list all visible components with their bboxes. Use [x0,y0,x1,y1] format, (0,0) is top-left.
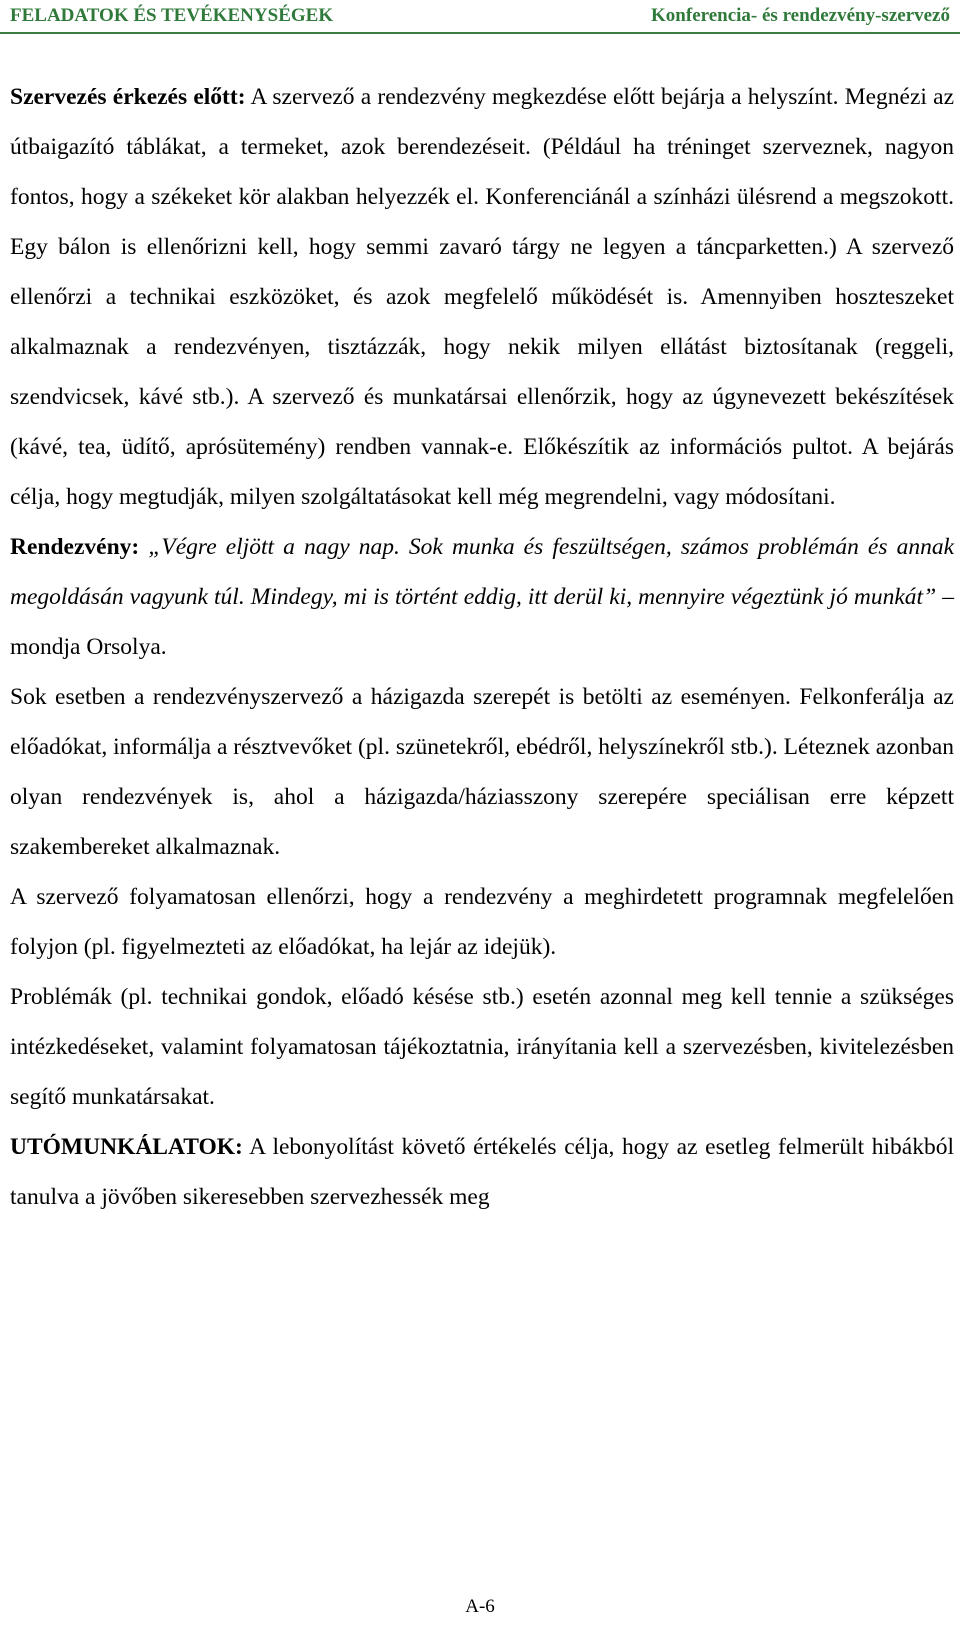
paragraph-problems: Problémák (pl. technikai gondok, előadó késése stb.) esetén azonnal meg kell tennie a szükséges intézkedéseket, valamint folyamatosan tájékoztatnia, irányítania kell a szervezésben, kivitelezésben segítő munkatársakat. [10,984,954,1110]
header-right-title: Konferencia- és rendezvény-szervező [651,5,950,26]
header-left-title: FELADATOK ÉS TEVÉKENYSÉGEK [10,5,334,26]
paragraph-label: Rendezvény: [10,534,140,560]
paragraph-event [10,522,954,672]
paragraph-text: – mondja Orsolya. [10,584,954,660]
page-number: A-6 [465,1596,495,1617]
paragraph-label: UTÓMUNKÁLATOK: [10,1134,243,1160]
page-header [0,0,960,34]
paragraph-text: A szervező a rendezvény megkezdése előtt bejárja a helyszínt. Megnézi az útbaigazító táblákat, a termeket, azok berendezéseit. (Például ha tréninget szerveznek, nagyon fontos, hogy a székeket kör alakban helyezzék el. Konferenciánál a színházi ülésrend a megszokott. Egy bálon is ellenőrizni kell, hogy semmi zavaró tárgy ne legyen a táncparketten.) A szervező ellenőrzi a technikai eszközöket, és azok megfelelő működését is. Amennyiben hoszteszeket alkalmaznak a rendezvényen, tisztázzák, hogy nekik milyen ellátást biztosítanak (reggeli, szendvicsek, kávé stb.). A szervező és munkatársai ellenőrzik, hogy az úgynevezett bekészítések (kávé, tea, üdítő, aprósütemény) rendben vannak-e. Előkészítik az információs pultot. A bejárás célja, hogy megtudják, milyen szolgáltatásokat kell még megrendelni, vagy módosítani. [10,84,954,510]
paragraph-monitoring: A szervező folyamatosan ellenőrzi, hogy a rendezvény a meghirdetett programnak megfelelően folyjon (pl. figyelmezteti az előadókat, ha lejár az idejük). [10,884,954,960]
paragraph-before-arrival [10,72,954,522]
document-body [10,72,954,1222]
paragraph-label: Szervezés érkezés előtt: [10,84,246,110]
paragraph-follow-up [10,1122,954,1222]
paragraph-text: A lebonyolítást követő értékelés célja, hogy az esetleg felmerült hibákból tanulva a jövőben sikeresebben szervezhessék meg [10,1134,954,1210]
paragraph-host-role: Sok esetben a rendezvényszervező a házigazda szerepét is betölti az eseményen. Felkonferálja az előadókat, informálja a résztvevőket (pl. szünetekről, ebédről, helyszínekről stb.). Léteznek azonban olyan rendezvények is, ahol a házigazda/háziasszony szerepére speciálisan erre képzett szakembereket alkalmaznak. [10,684,954,860]
quote-text: „Végre eljött a nagy nap. Sok munka és feszültségen, számos problémán és annak megoldásán vagyunk túl. Mindegy, mi is történt eddig, itt derül ki, mennyire végeztünk jó munkát” [10,534,954,610]
